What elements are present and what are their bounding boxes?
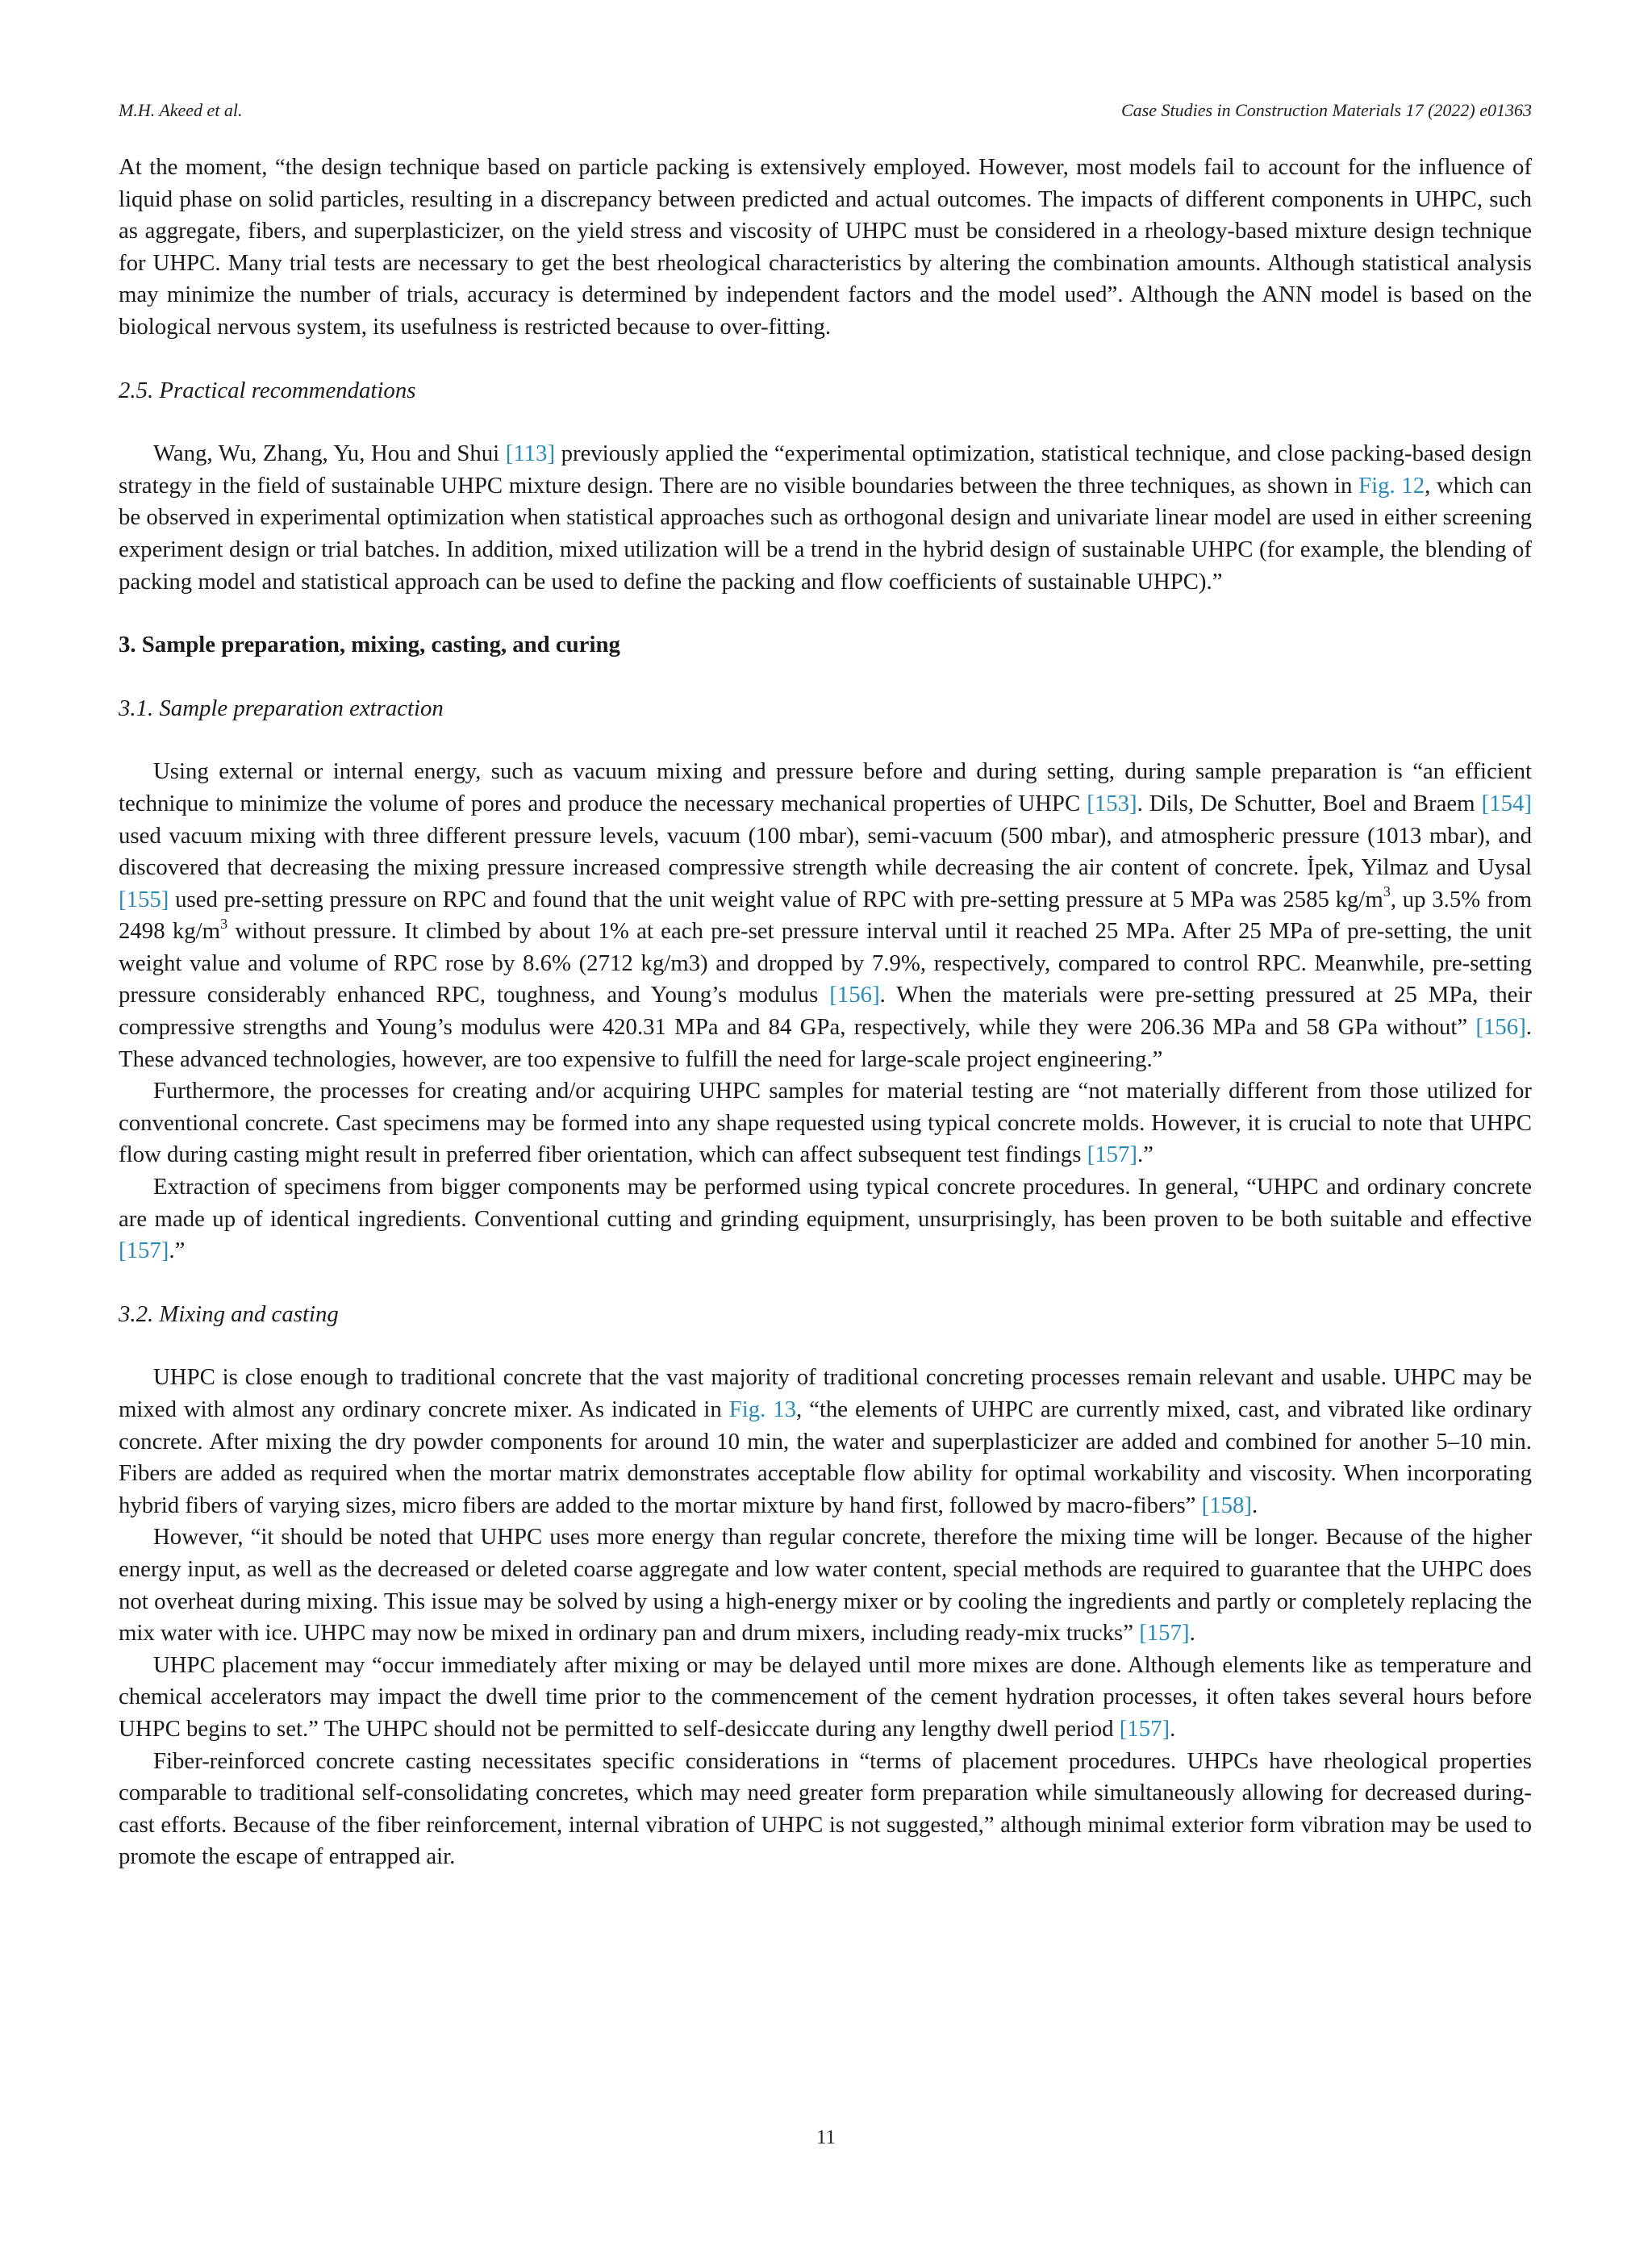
paragraph-3-1-a	[119, 756, 1532, 1075]
text-run: UHPC placement may “occur immediately after mixing or may be delayed until more mixes are done. Although elements like as temperature and chemical accelerators may impact the dwell time prior to the commencement of the cement hydration processes, it often takes several hours before UHPC begins to set.” The UHPC should not be permitted to self-desiccate during any lengthy dwell period	[119, 1651, 1532, 1742]
paragraph-intro: At the moment, “the design technique based on particle packing is extensively employed. However, most models fail to account for the influence of liquid phase on solid particles, resulting in a discrepancy between predicted and actual outcomes. The impacts of different components in UHPC, such as aggregate, fibers, and superplasticizer, on the yield stress and viscosity of UHPC must be considered in a rheology-based mixture design technique for UHPC. Many trial tests are necessary to get the best rheological characteristics by altering the combination amounts. Although statistical analysis may minimize the number of trials, accuracy is determined by independent factors and the model used”. Although the ANN model is based on the biological nervous system, its usefulness is restricted because to over-fitting.	[119, 154, 1532, 340]
paragraph-3-2-a	[119, 1362, 1532, 1521]
citation-link[interactable]: [154]	[1481, 790, 1532, 816]
citation-link[interactable]: [157]	[1139, 1620, 1190, 1647]
text-run: . Dils, De Schutter, Boel and Braem	[1137, 790, 1482, 816]
text-run: Wang, Wu, Zhang, Yu, Hou and Shui	[153, 440, 506, 467]
paragraph-3-2-b	[119, 1521, 1532, 1649]
paragraph-3-2-c	[119, 1650, 1532, 1746]
text-run: . These advanced technologies, however, are too expensive to fulfill the need for large-scale project engineering.”	[119, 1014, 1532, 1072]
header-authors: M.H. Akeed et al.	[119, 100, 243, 120]
citation-link[interactable]: [113]	[505, 440, 556, 467]
text-run: Using external or internal energy, such as vacuum mixing and pressure before and during setting, during sample preparation is “an efficient technique to minimize the volume of pores and produce the necessary mechanical properties of UHPC	[119, 758, 1532, 816]
section-heading-3-2: 3.2. Mixing and casting	[119, 1300, 339, 1327]
text-run: Extraction of specimens from bigger components may be performed using typical concrete procedures. In general, “UHPC and ordinary concrete are made up of identical ingredients. Conventional cutting and grinding equipment, unsurprisingly, has been proven to be both suitable and effective	[119, 1174, 1532, 1232]
text-run: .	[1189, 1620, 1195, 1647]
text-run: . When the materials were pre-setting pressured at 25 MPa, their compressive strengths and Young’s modulus were 420.31 MPa and 84 GPa, respectively, while they were 206.36 MPa and 58 GPa without”	[119, 982, 1532, 1041]
citation-link[interactable]: [158]	[1201, 1492, 1253, 1518]
section-heading-3: 3. Sample preparation, mixing, casting, and curing	[119, 632, 620, 658]
text-run: .”	[1137, 1142, 1153, 1168]
text-run: previously applied the “experimental optimization, statistical technique, and close packing-based design strategy in the field of sustainable UHPC mixture design. There are no visible boundaries between the three techniques, as shown in	[119, 440, 1532, 499]
section-heading-2-5: 2.5. Practical recommendations	[119, 377, 416, 403]
text-run: , up 3.5% from 2498 kg/m	[119, 886, 1532, 945]
text-run: .”	[169, 1238, 186, 1264]
figure-link[interactable]: Fig. 12	[1358, 472, 1425, 499]
text-run: .	[1252, 1492, 1258, 1518]
text-run: .	[1170, 1715, 1176, 1742]
text-run: used vacuum mixing with three different pressure levels, vacuum (100 mbar), semi-vacuum (500 mbar), and atmospheric pressure (1013 mbar), and discovered that decreasing the mixing pressure increased compressive strength while decreasing the air content of concrete. İpek, Yilmaz and Uysal	[119, 822, 1532, 881]
citation-link[interactable]: [156]	[1475, 1014, 1526, 1041]
text-run: , “the elements of UHPC are currently mixed, cast, and vibrated like ordinary concrete. After mixing the dry powder components for around 10 min, the water and superplasticizer are added and combined for another 5–10 min. Fibers are added as required when the mortar matrix demonstrates acceptable flow ability for optimal workability and viscosity. When incorporating hybrid fibers of varying sizes, micro fibers are added to the mortar mixture by hand first, followed by macro-fibers”	[119, 1396, 1533, 1518]
text-run: Furthermore, the processes for creating and/or acquiring UHPC samples for material testing are “not materially different from those utilized for conventional concrete. Cast specimens may be formed into any shape requested using typical concrete molds. However, it is crucial to note that UHPC flow during casting might result in preferred fiber orientation, which can affect subsequent test findings	[119, 1078, 1532, 1168]
citation-link[interactable]: [157]	[119, 1238, 169, 1264]
section-heading-3-1: 3.1. Sample preparation extraction	[119, 695, 444, 721]
text-run: UHPC is close enough to traditional concrete that the vast majority of traditional concreting processes remain relevant and usable. UHPC may be mixed with almost any ordinary concrete mixer. As indicated in	[119, 1364, 1532, 1422]
text-run: However, “it should be noted that UHPC uses more energy than regular concrete, therefore the mixing time will be longer. Because of the higher energy input, as well as the decreased or deleted coarse aggregate and low water content, special methods are required to guarantee that the UHPC does not overheat during mixing. This issue may be solved by using a high-energy mixer or by cooling the ingredients and partly or completely replacing the mix water with ice. UHPC may now be mixed in ordinary pan and drum mixers, including ready-mix trucks”	[119, 1524, 1532, 1647]
citation-link[interactable]: [153]	[1087, 790, 1137, 816]
page-number: 11	[816, 2127, 836, 2148]
superscript: 3	[1383, 883, 1391, 900]
header-journal: Case Studies in Construction Materials 17 (2022) e01363	[1120, 100, 1532, 120]
superscript: 3	[220, 915, 228, 932]
citation-link[interactable]: [157]	[1087, 1142, 1137, 1168]
text-run: without pressure. It climbed by about 1% at each pre-set pressure interval until it reached 25 MPa. After 25 MPa of pre-setting, the unit weight value and volume of RPC rose by 8.6% (2712 kg/m3) and dropped by 7.9%, respectively, compared to control RPC. Meanwhile, pre-setting pressure considerably enhanced RPC, toughness, and Young’s modulus	[119, 918, 1532, 1008]
citation-link[interactable]: [157]	[1119, 1715, 1170, 1742]
paragraph-3-1-c	[119, 1171, 1532, 1267]
citation-link[interactable]: [156]	[829, 982, 880, 1008]
text-run: , which can be observed in experimental optimization when statistical approaches such as orthogonal design and univariate linear model are used in either screening experiment design or trial batches. In addition, mixed utilization will be a trend in the hybrid design of sustainable UHPC (for example, the blending of packing model and statistical approach can be used to define the packing and flow coefficients of sustainable UHPC).”	[119, 472, 1532, 595]
figure-link[interactable]: Fig. 13	[728, 1396, 797, 1422]
citation-link[interactable]: [155]	[119, 886, 169, 912]
article-body	[119, 152, 1532, 1873]
text-run: used pre-setting pressure on RPC and found that the unit weight value of RPC with pre-setting pressure at 5 MPa was 2585 kg/m	[169, 886, 1383, 912]
paragraph-3-2-d: Fiber-reinforced concrete casting necessitates specific considerations in “terms of placement procedures. UHPCs have rheological properties comparable to traditional self-consolidating concretes, which may need greater form preparation while simultaneously allowing for decreased during-cast efforts. Because of the fiber reinforcement, internal vibration of UHPC is not suggested,” although minimal exterior form vibration may be used to promote the escape of entrapped air.	[119, 1747, 1532, 1870]
paragraph-2-5	[119, 438, 1532, 598]
paragraph-3-1-b	[119, 1075, 1532, 1171]
